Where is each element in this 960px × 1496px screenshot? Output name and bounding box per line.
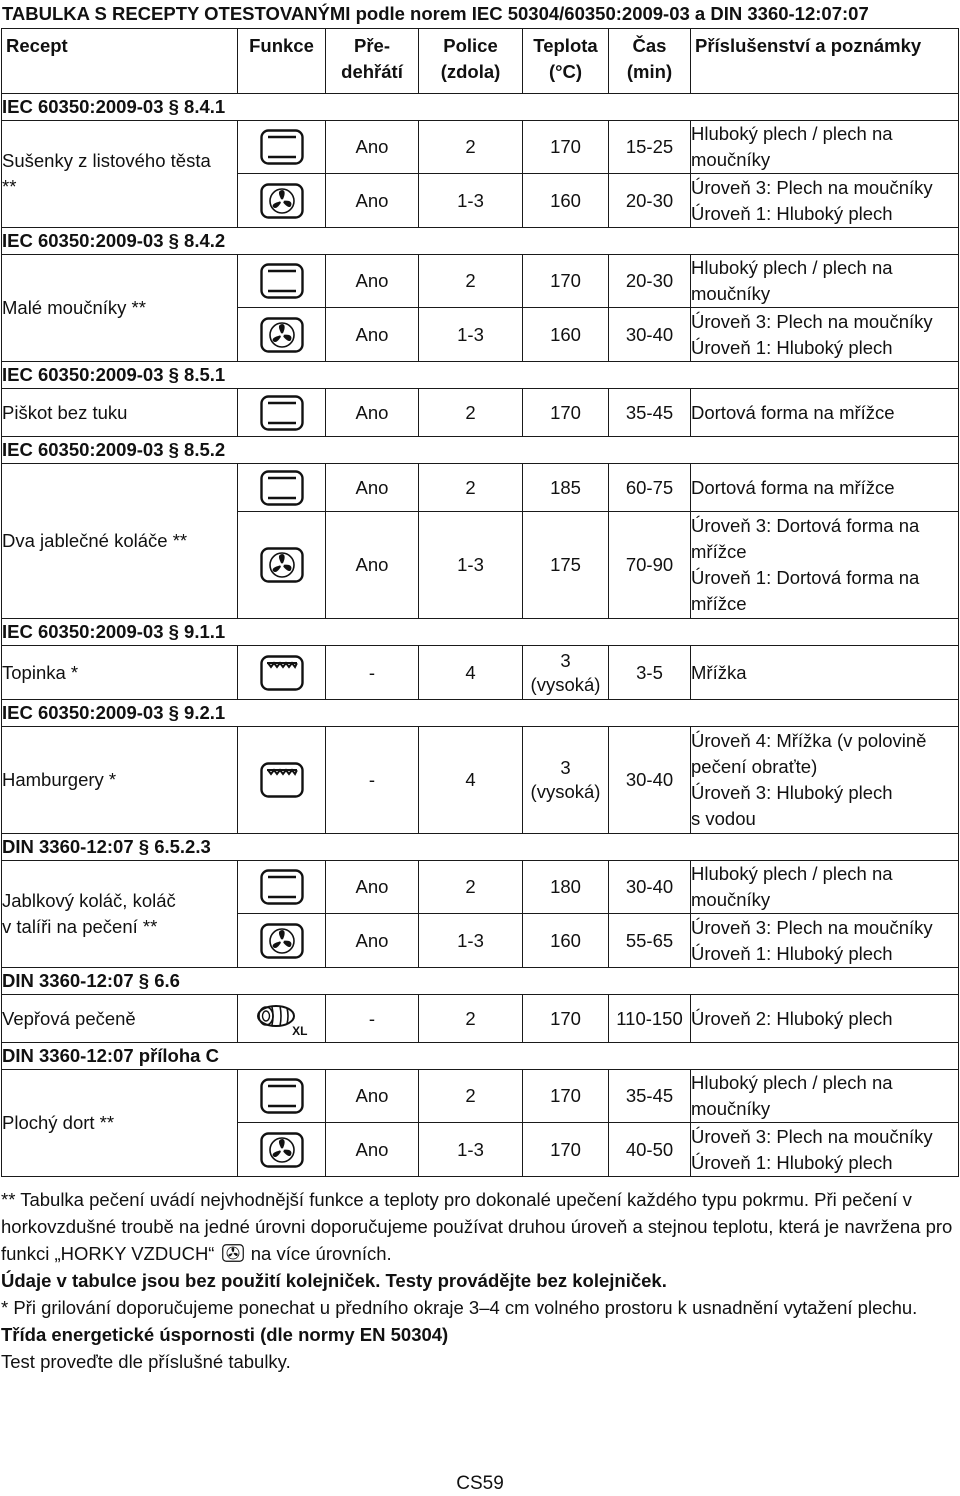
header-police: Police (zdola) xyxy=(419,29,523,94)
section-row xyxy=(2,968,959,995)
table-row xyxy=(2,464,959,512)
roast-xl-icon: XL xyxy=(254,1001,310,1037)
footnote-best-functions: ** Tabulka pečení uvádí nejvhodnější funkce a teploty pro dokonalé upečení každého typu pokrmu. Při pečení v horkovzdušné troubě na jedné úrovni doporučujeme používat druhou úroveň a stejnou teplotu, která je navržena pro funkci „HORKY VZDUCH“ na více úrovních. xyxy=(1,1189,953,1264)
table-row xyxy=(2,1070,959,1123)
preheat-value: Ano xyxy=(326,1123,419,1177)
section-label: IEC 60350:2009-03 § 9.1.1 xyxy=(2,619,959,646)
section-row xyxy=(2,834,959,861)
accessories-note: Hluboký plech / plech na moučníky xyxy=(691,861,959,914)
function-cell xyxy=(238,121,326,174)
recipe-name: Topinka * xyxy=(2,646,238,700)
time-value: 60-75 xyxy=(609,464,691,512)
function-cell xyxy=(238,995,326,1043)
time-value: 30-40 xyxy=(609,308,691,362)
recipe-name: Malé moučníky ** xyxy=(2,255,238,362)
recipe-name: Piškot bez tuku xyxy=(2,389,238,437)
page-number: CS59 xyxy=(456,1473,504,1494)
conventional-heat-icon xyxy=(260,470,304,506)
function-cell xyxy=(238,512,326,619)
section-row xyxy=(2,94,959,121)
preheat-value: Ano xyxy=(326,389,419,437)
time-value: 70-90 xyxy=(609,512,691,619)
recipe-table xyxy=(1,28,959,1177)
accessories-note: Hluboký plech / plech na moučníky xyxy=(691,1070,959,1123)
shelf-value: 2 xyxy=(419,861,523,914)
recipe-name: Hamburgery * xyxy=(2,727,238,834)
fan-forced-air-icon xyxy=(260,547,304,583)
time-value: 20-30 xyxy=(609,255,691,308)
header-teplota: Teplota (°C) xyxy=(523,29,609,94)
function-cell xyxy=(238,727,326,834)
shelf-value: 2 xyxy=(419,1070,523,1123)
conventional-heat-icon xyxy=(260,1078,304,1114)
recipe-name: Plochý dort ** xyxy=(2,1070,238,1177)
header-cas: Čas (min) xyxy=(609,29,691,94)
table-row xyxy=(2,861,959,914)
section-row xyxy=(2,437,959,464)
temperature-value: 175 xyxy=(523,512,609,619)
section-label: DIN 3360-12:07 § 6.6 xyxy=(2,968,959,995)
recipe-name: Jablkový koláč, koláč v talíři na pečení ** xyxy=(2,861,238,968)
function-cell xyxy=(238,1123,326,1177)
shelf-value: 1-3 xyxy=(419,1123,523,1177)
time-value: 35-45 xyxy=(609,1070,691,1123)
accessories-note: Dortová forma na mřížce xyxy=(691,389,959,437)
time-value: 40-50 xyxy=(609,1123,691,1177)
temperature-value: 180 xyxy=(523,861,609,914)
accessories-note: Úroveň 3: Plech na moučníky Úroveň 1: Hluboký plech xyxy=(691,308,959,362)
function-cell xyxy=(238,861,326,914)
recipe-name: Dva jablečné koláče ** xyxy=(2,464,238,619)
function-cell xyxy=(238,1070,326,1123)
header-predehrati: Pře- dehřátí xyxy=(326,29,419,94)
temperature-value: 170 xyxy=(523,121,609,174)
preheat-value: Ano xyxy=(326,308,419,362)
preheat-value: Ano xyxy=(326,255,419,308)
time-value: 55-65 xyxy=(609,914,691,968)
shelf-value: 1-3 xyxy=(419,308,523,362)
accessories-note: Úroveň 3: Plech na moučníky Úroveň 1: Hluboký plech xyxy=(691,174,959,228)
shelf-value: 2 xyxy=(419,255,523,308)
footnote-no-rails: Údaje v tabulce jsou bez použití kolejniček. Testy provádějte bez kolejniček. xyxy=(1,1270,667,1291)
table-row xyxy=(2,995,959,1043)
shelf-value: 4 xyxy=(419,646,523,700)
preheat-value: Ano xyxy=(326,512,419,619)
shelf-value: 2 xyxy=(419,121,523,174)
grill-icon xyxy=(260,762,304,798)
section-row xyxy=(2,228,959,255)
accessories-note: Úroveň 4: Mřížka (v polovině pečení obraťte) Úroveň 3: Hluboký plech s vodou xyxy=(691,727,959,834)
preheat-value: Ano xyxy=(326,174,419,228)
section-label: IEC 60350:2009-03 § 8.5.1 xyxy=(2,362,959,389)
function-cell xyxy=(238,174,326,228)
section-label: DIN 3360-12:07 § 6.5.2.3 xyxy=(2,834,959,861)
preheat-value: Ano xyxy=(326,464,419,512)
shelf-value: 4 xyxy=(419,727,523,834)
temperature-value: 170 xyxy=(523,1123,609,1177)
section-label: IEC 60350:2009-03 § 8.5.2 xyxy=(2,437,959,464)
preheat-value: - xyxy=(326,727,419,834)
section-row xyxy=(2,362,959,389)
function-cell xyxy=(238,308,326,362)
accessories-note: Úroveň 3: Dortová forma na mřížce Úroveň 1: Dortová forma na mřížce xyxy=(691,512,959,619)
preheat-value: Ano xyxy=(326,914,419,968)
function-cell xyxy=(238,646,326,700)
conventional-heat-icon xyxy=(260,395,304,431)
temperature-value: 170 xyxy=(523,255,609,308)
shelf-value: 2 xyxy=(419,464,523,512)
table-row xyxy=(2,121,959,174)
grill-icon xyxy=(260,655,304,691)
table-row xyxy=(2,646,959,700)
time-value: 3-5 xyxy=(609,646,691,700)
time-value: 110-150 xyxy=(609,995,691,1043)
time-value: 20-30 xyxy=(609,174,691,228)
shelf-value: 1-3 xyxy=(419,512,523,619)
shelf-value: 1-3 xyxy=(419,914,523,968)
temperature-value: 3 (vysoká) xyxy=(523,646,609,700)
shelf-value: 2 xyxy=(419,389,523,437)
fan-forced-air-icon xyxy=(260,923,304,959)
header-recept: Recept xyxy=(2,29,238,94)
section-label: IEC 60350:2009-03 § 8.4.1 xyxy=(2,94,959,121)
temperature-value: 170 xyxy=(523,389,609,437)
temperature-value: 185 xyxy=(523,464,609,512)
conventional-heat-icon xyxy=(260,869,304,905)
fan-forced-air-icon xyxy=(260,1132,304,1168)
page-title: TABULKA S RECEPTY OTESTOVANÝMI podle norem IEC 50304/60350:2009-03 a DIN 3360-12:07:07 xyxy=(2,3,869,24)
accessories-note: Úroveň 3: Plech na moučníky Úroveň 1: Hluboký plech xyxy=(691,914,959,968)
accessories-note: Dortová forma na mřížce xyxy=(691,464,959,512)
section-row xyxy=(2,619,959,646)
shelf-value: 1-3 xyxy=(419,174,523,228)
preheat-value: Ano xyxy=(326,861,419,914)
accessories-note: Hluboký plech / plech na moučníky xyxy=(691,121,959,174)
conventional-heat-icon xyxy=(260,129,304,165)
section-row xyxy=(2,700,959,727)
recipe-name: Vepřová pečeně xyxy=(2,995,238,1043)
preheat-value: - xyxy=(326,646,419,700)
shelf-value: 2 xyxy=(419,995,523,1043)
preheat-value: - xyxy=(326,995,419,1043)
time-value: 30-40 xyxy=(609,727,691,834)
section-label: IEC 60350:2009-03 § 9.2.1 xyxy=(2,700,959,727)
function-cell xyxy=(238,255,326,308)
recipe-name: Sušenky z listového těsta ** xyxy=(2,121,238,228)
conventional-heat-icon xyxy=(260,263,304,299)
preheat-value: Ano xyxy=(326,121,419,174)
time-value: 35-45 xyxy=(609,389,691,437)
section-label: DIN 3360-12:07 příloha C xyxy=(2,1043,959,1070)
accessories-note: Úroveň 2: Hluboký plech xyxy=(691,995,959,1043)
time-value: 30-40 xyxy=(609,861,691,914)
accessories-note: Úroveň 3: Plech na moučníky Úroveň 1: Hluboký plech xyxy=(691,1123,959,1177)
temperature-value: 170 xyxy=(523,995,609,1043)
time-value: 15-25 xyxy=(609,121,691,174)
temperature-value: 160 xyxy=(523,308,609,362)
energy-class-heading: Třída energetické úspornosti (dle normy EN 50304) xyxy=(1,1324,449,1345)
footnotes xyxy=(1,1186,956,1375)
section-label: IEC 60350:2009-03 § 8.4.2 xyxy=(2,228,959,255)
function-cell xyxy=(238,464,326,512)
function-cell xyxy=(238,914,326,968)
fan-forced-air-icon xyxy=(260,317,304,353)
temperature-value: 160 xyxy=(523,914,609,968)
footnote-grill: * Při grilování doporučujeme ponechat u předního okraje 3–4 cm volného prostoru k usnadnění vytažení plechu. xyxy=(1,1297,918,1318)
table-header xyxy=(2,29,959,94)
header-prislusenstvi: Příslušenství a poznámky xyxy=(691,29,959,94)
temperature-value: 170 xyxy=(523,1070,609,1123)
accessories-note: Mřížka xyxy=(691,646,959,700)
section-row xyxy=(2,1043,959,1070)
table-row xyxy=(2,255,959,308)
temperature-value: 160 xyxy=(523,174,609,228)
fan-forced-air-icon xyxy=(222,1242,244,1264)
header-funkce: Funkce xyxy=(238,29,326,94)
function-cell xyxy=(238,389,326,437)
energy-class-note: Test proveďte dle příslušné tabulky. xyxy=(1,1351,291,1372)
fan-forced-air-icon xyxy=(260,183,304,219)
accessories-note: Hluboký plech / plech na moučníky xyxy=(691,255,959,308)
temperature-value: 3 (vysoká) xyxy=(523,727,609,834)
table-row xyxy=(2,727,959,834)
preheat-value: Ano xyxy=(326,1070,419,1123)
table-row xyxy=(2,389,959,437)
